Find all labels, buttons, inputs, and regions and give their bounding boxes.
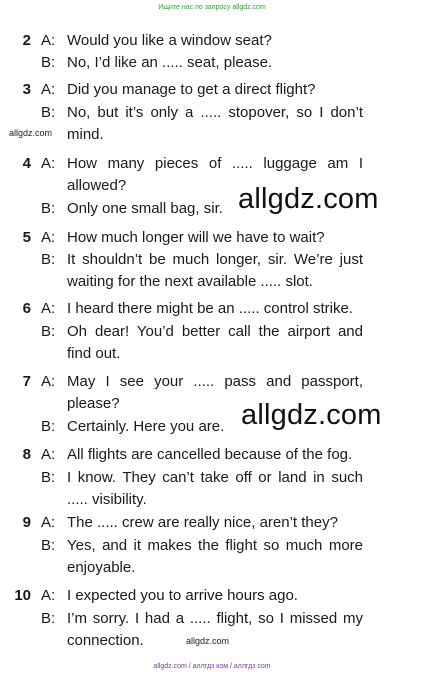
exercise-number: 3 [22, 81, 31, 98]
speaker-a: A: [41, 300, 56, 317]
speaker-b: B: [41, 469, 56, 486]
line-b1: No, I’d like an ..... seat, please. [67, 54, 273, 71]
line-a1: Did you manage to get a direct flight? [67, 81, 316, 98]
line-a1: How many pieces of ..... luggage am I [67, 155, 363, 172]
line-b2: enjoyable. [67, 559, 136, 576]
speaker-a: A: [41, 446, 56, 463]
exercise-number: 2 [22, 32, 31, 49]
exercise-number: 4 [22, 155, 31, 172]
bottom-banner: allgdz.com / аллгдз ком / аллгдз com [153, 663, 271, 670]
line-a1: All flights are cancelled because of the fog. [67, 446, 353, 463]
line-a1: I heard there might be an ..... control strike. [67, 300, 353, 317]
exercise-number: 5 [22, 229, 31, 246]
line-b1: It shouldn’t be much longer, sir. We’re just [67, 251, 363, 268]
speaker-a: A: [41, 32, 56, 49]
top-banner: Ищите нас по запросу allgdz.com [158, 4, 266, 11]
line-a2: allowed? [67, 177, 127, 194]
speaker-b: B: [41, 200, 56, 217]
line-a1: How much longer will we have to wait? [67, 229, 325, 246]
speaker-a: A: [41, 514, 56, 531]
speaker-b: B: [41, 418, 56, 435]
watermark-large-1: allgdz.com [238, 183, 379, 215]
line-b1: Certainly. Here you are. [67, 418, 225, 435]
speaker-a: A: [41, 373, 56, 390]
line-b1: I’m sorry. I had a ..... flight, so I missed my [67, 610, 363, 627]
line-b2: find out. [67, 345, 121, 362]
line-b2: mind. [67, 126, 104, 143]
speaker-a: A: [41, 587, 56, 604]
speaker-b: B: [41, 54, 56, 71]
line-a1: I expected you to arrive hours ago. [67, 587, 298, 604]
line-b2: ..... visibility. [67, 491, 147, 508]
line-a1: Would you like a window seat? [67, 32, 272, 49]
exercise-number: 6 [22, 300, 31, 317]
speaker-b: B: [41, 251, 56, 268]
line-b1: Yes, and it makes the flight so much more [67, 537, 363, 554]
speaker-a: A: [41, 155, 56, 172]
line-a2: please? [67, 395, 120, 412]
line-b2: waiting for the next available ..... slot. [67, 273, 313, 290]
line-b1: Only one small bag, sir. [67, 200, 223, 217]
exercise-number: 10 [14, 587, 31, 604]
line-b1: No, but it’s only a ..... stopover, so I don’t [67, 104, 363, 121]
speaker-b: B: [41, 104, 56, 121]
exercise-number: 9 [22, 514, 31, 531]
watermark-small-left: allgdz.com [9, 128, 53, 138]
speaker-b: B: [41, 537, 56, 554]
line-b1: Oh dear! You’d better call the airport and [67, 323, 363, 340]
line-b2: connection. [67, 632, 144, 649]
speaker-a: A: [41, 229, 56, 246]
speaker-b: B: [41, 610, 56, 627]
exercise-number: 8 [22, 446, 31, 463]
line-b1: I know. They can’t take off or land in such [67, 469, 363, 486]
line-a1: May I see your ..... pass and passport, [67, 373, 363, 390]
speaker-a: A: [41, 81, 56, 98]
watermark-small-bottom: allgdz.com [186, 636, 230, 646]
exercise-number: 7 [22, 373, 31, 390]
speaker-b: B: [41, 323, 56, 340]
watermark-large-2: allgdz.com [241, 399, 382, 431]
line-a1: The ..... crew are really nice, aren’t they? [67, 514, 338, 531]
